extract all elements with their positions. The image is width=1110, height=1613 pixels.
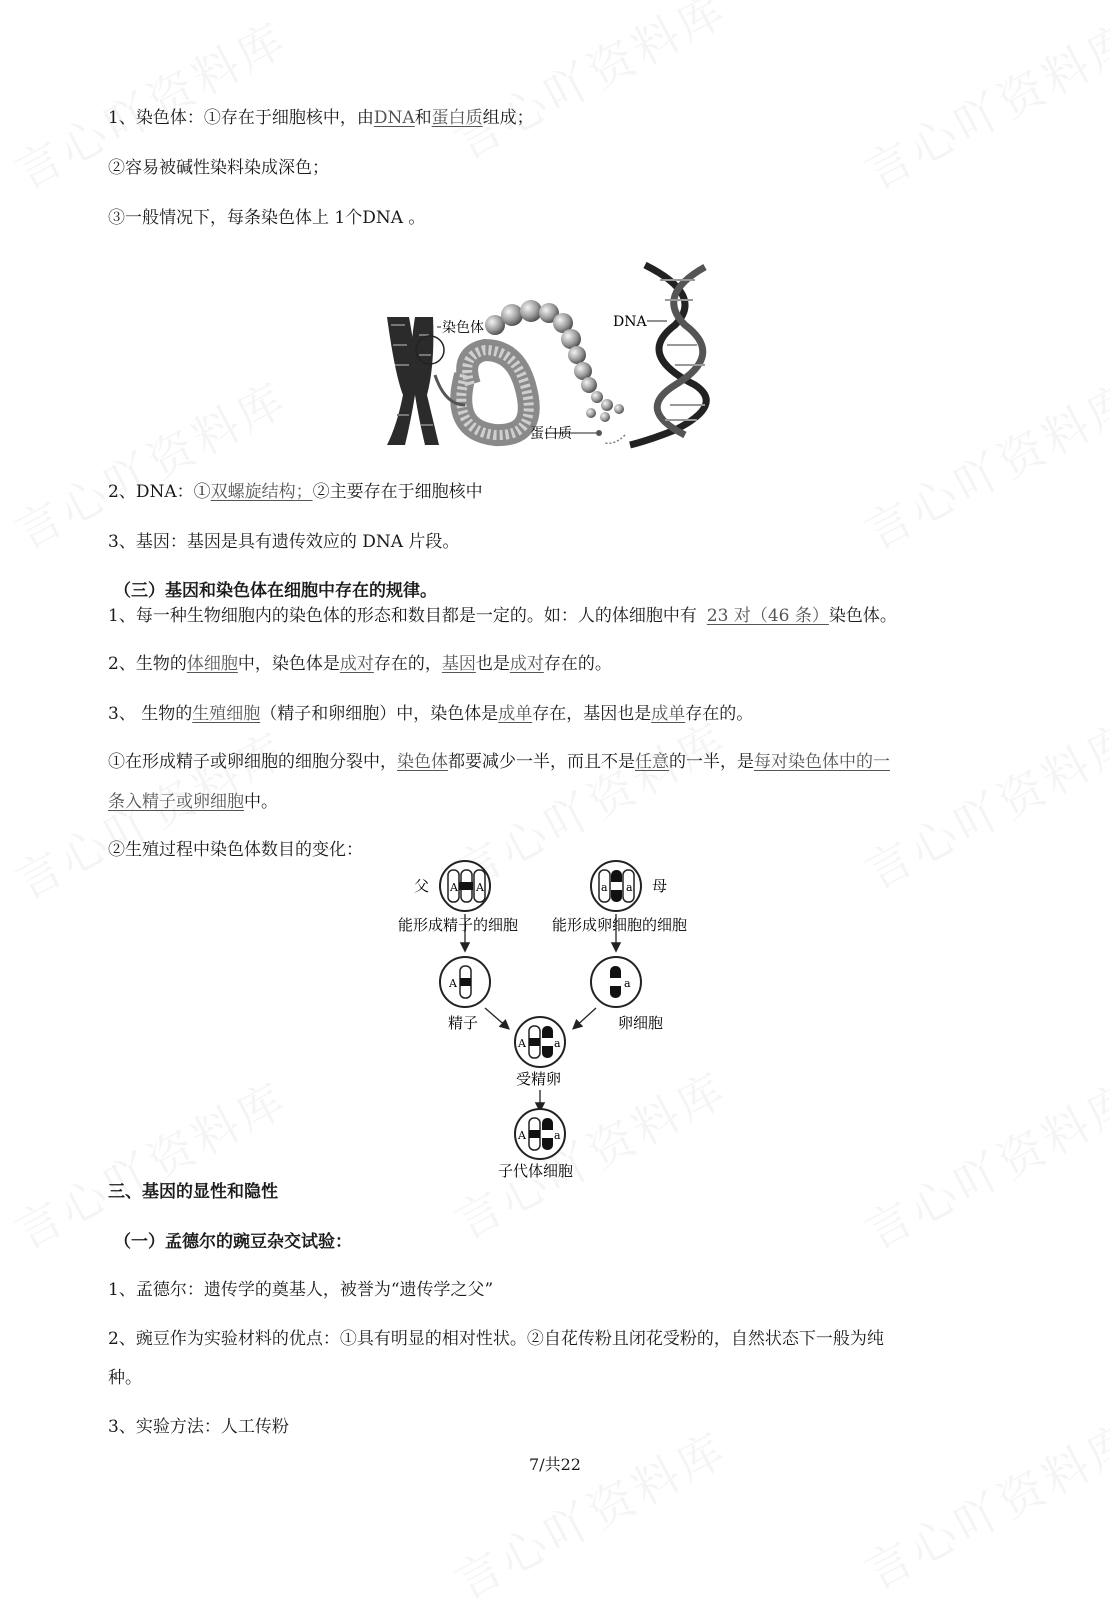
paragraph-one-dna: ③一般情况下，每条染色体上 1个DNA 。 [108, 208, 426, 228]
label-chromosome: 染色体 [442, 320, 484, 336]
x-chromosome-icon [387, 317, 444, 445]
paragraph-meiosis: ①在形成精子或卵细胞的细胞分裂中，染色体都要减少一半，而且不是任意的一半，是每对染色体中的一 [108, 752, 890, 772]
label-mother: 母 [652, 877, 668, 895]
section-heading-mendel: （一）孟德尔的豌豆杂交试验： [114, 1232, 352, 1252]
watermark [852, 1403, 1110, 1602]
watermark [442, 1413, 738, 1612]
watermark [852, 363, 1110, 562]
svg-text:A: A [450, 881, 458, 894]
paragraph-germ-cells: 3、 生物的生殖细胞（精子和卵细胞）中，染色体是成单存在，基因也是成单存在的。 [108, 704, 754, 724]
label-protein: 蛋白质 [530, 426, 572, 442]
label-father: 父 [414, 877, 430, 895]
reproduction-chromosome-diagram [380, 858, 740, 1186]
svg-text:A: A [518, 1129, 526, 1142]
svg-text:A: A [449, 977, 457, 990]
svg-text:a: a [624, 977, 631, 990]
watermark [442, 0, 738, 173]
label-dna: DNA [613, 314, 647, 330]
svg-text:a: a [626, 881, 633, 894]
label-offspring: 子代体细胞 [498, 1162, 574, 1180]
paragraph-gene: 3、基因：基因是具有遗传效应的 DNA 片段。 [108, 532, 460, 552]
label-sperm-mother-cell: 能形成精子的细胞 [398, 916, 519, 934]
svg-text:a: a [601, 881, 608, 894]
label-zygote: 受精卵 [516, 1070, 562, 1088]
paragraph-method: 3、实验方法：人工传粉 [108, 1417, 289, 1437]
coiled-fiber-icon [435, 350, 529, 435]
father-cell-icon [440, 861, 490, 911]
watermark [852, 3, 1110, 202]
page-number: 7/共22 [529, 1455, 581, 1474]
paragraph-chromosome-number: 1、每一种生物细胞内的染色体的形态和数目都是一定的。如：人的体细胞中有 23 对（46 条）染色体。 [108, 606, 897, 626]
mother-cell-icon [591, 861, 641, 911]
svg-text:A: A [476, 881, 484, 894]
paragraph-chromosome: 1、染色体：①存在于细胞核中，由DNA和蛋白质组成； [108, 108, 534, 128]
label-egg: 卵细胞 [618, 1014, 664, 1032]
paragraph-stain: ②容易被碱性染料染成深色； [108, 158, 329, 178]
paragraph-pea-advantages: 2、豌豆作为实验材料的优点：①具有明显的相对性状。②自花传粉且闭花受粉的，自然状态下一般为纯 [108, 1329, 884, 1349]
paragraph-somatic-cells: 2、生物的体细胞中，染色体是成对存在的，基因也是成对存在的。 [108, 654, 612, 674]
svg-text:a: a [554, 1129, 561, 1142]
label-sperm: 精子 [448, 1014, 479, 1032]
paragraph-mendel: 1、孟德尔：遗传学的奠基人，被誉为“遗传学之父” [108, 1280, 494, 1300]
chromosome-dna-figure [375, 255, 735, 455]
label-egg-mother-cell: 能形成卵细胞的细胞 [552, 916, 688, 934]
dna-helix-icon [605, 265, 706, 445]
zygote-cell-icon [515, 1017, 565, 1067]
svg-text:A: A [518, 1037, 526, 1050]
offspring-cell-icon [515, 1109, 565, 1159]
paragraph-meiosis-cont: 条入精子或卵细胞中。 [108, 792, 278, 812]
sperm-cell-icon [440, 957, 490, 1007]
paragraph-pea-advantages-cont: 种。 [108, 1368, 142, 1388]
egg-cell-icon [591, 957, 641, 1007]
paragraph-reproduction-change: ②生殖过程中染色体数目的变化： [108, 840, 363, 860]
paragraph-dna: 2、DNA：①双螺旋结构；②主要存在于细胞核中 [108, 482, 483, 502]
svg-text:a: a [554, 1037, 561, 1050]
watermark [852, 703, 1110, 902]
watermark [852, 1063, 1110, 1262]
section-heading-rules: （三）基因和染色体在细胞中存在的规律。 [114, 581, 437, 601]
section-heading-dominant-recessive: 三、基因的显性和隐性 [108, 1182, 278, 1202]
